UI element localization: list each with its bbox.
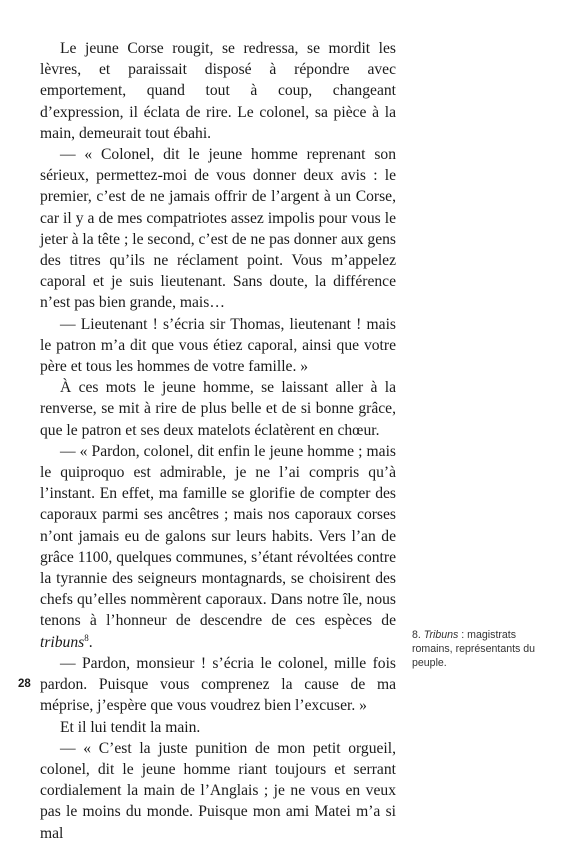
paragraph: — Lieutenant ! s’écria sir Thomas, lieutenant ! mais le patron m’a dit que vous étiez caporal, ainsi que votre père et tous les hommes de votre famille. » (40, 315, 396, 376)
tribuns-word: tribuns (40, 633, 85, 651)
footnote-term: Tribuns (423, 629, 459, 641)
paragraph-text: — « Pardon, colonel, dit enfin le jeune homme ; mais le quiproquo est admirable, je ne l’ai compris qu’à l’instant. En effet, ma famille se glorifie de compter des caporaux parmi ses ancêtres ; mais nos caporaux corses n’ont jamais eu de galons sur leurs habits. Vers l’an de grâce 1100, quelques communes, s’étant révoltées contre la tyrannie des seigneurs montagnards, se choisirent des chefs qu’elles nommèrent caporaux. Dans notre île, nous tenons à l’honneur de descendre de ces espèces de (40, 442, 396, 630)
footnote-reference[interactable]: 8 (84, 632, 89, 643)
paragraph: — « C’est la juste punition de mon petit orgueil, colonel, dit le jeune homme riant toujours et serrant cordialement la main de l’Anglais ; je ne vous en veux pas le moins du monde. Puisque mon ami Matei m’a si mal (40, 739, 396, 842)
paragraph: — Pardon, monsieur ! s’écria le colonel, mille fois pardon. Puisque vous comprenez la cause de ma méprise, j’espère que vous voudrez bien l’excuser. » (40, 654, 396, 715)
paragraph: Et il lui tendit la main. (60, 718, 201, 736)
footnote (412, 628, 542, 670)
paragraph: — « Pardon, colonel, dit enfin le jeune homme ; mais le quiproquo est admirable, je ne l’ai compris qu’à l’instant. En effet, ma famille se glorifie de compter des caporaux parmi ses ancêtres ; mais nos caporaux corses n’ont jamais eu de galons sur leurs habits. Vers l’an de grâce 1100, quelques communes, s’étant révoltées contre la tyrannie des seigneurs montagnards, se choisirent des chefs qu’elles nommèrent caporaux. Dans notre île, nous tenons à l’honneur de descendre de ces espèces de tribuns$^8$. (40, 442, 396, 651)
main-text-column (40, 38, 396, 844)
page-number: 28 (18, 678, 31, 690)
paragraph: — « Colonel, dit le jeune homme reprenant son sérieux, permettez-moi de vous donner deux avis : le premier, c’est de ne jamais offrir de l’argent à un Corse, car il y a de mes compatriotes assez impolis pour vous le jeter à la tête ; le second, c’est de ne pas donner aux gens des titres qu’ils ne réclament point. Vous m’appelez caporal et je suis lieutenant. Sans doute, la différence n’est pas bien grande, mais… (40, 146, 396, 312)
footnote-text: : magistrats romains, représentants du peuple. (412, 629, 536, 669)
footnote-number: 8. (412, 629, 421, 641)
paragraph: Le jeune Corse rougit, se redressa, se mordit les lèvres, et paraissait disposé à répondre avec emportement, quand tout à coup, changeant d’expression, il éclata de rire. Le colonel, sa pièce à la main, demeurait tout ébahi. (40, 40, 396, 142)
paragraph: À ces mots le jeune homme, se laissant aller à la renverse, se mit à rire de plus belle et de si bonne grâce, que le patron et ses deux matelots éclatèrent en chœur. (40, 379, 396, 439)
